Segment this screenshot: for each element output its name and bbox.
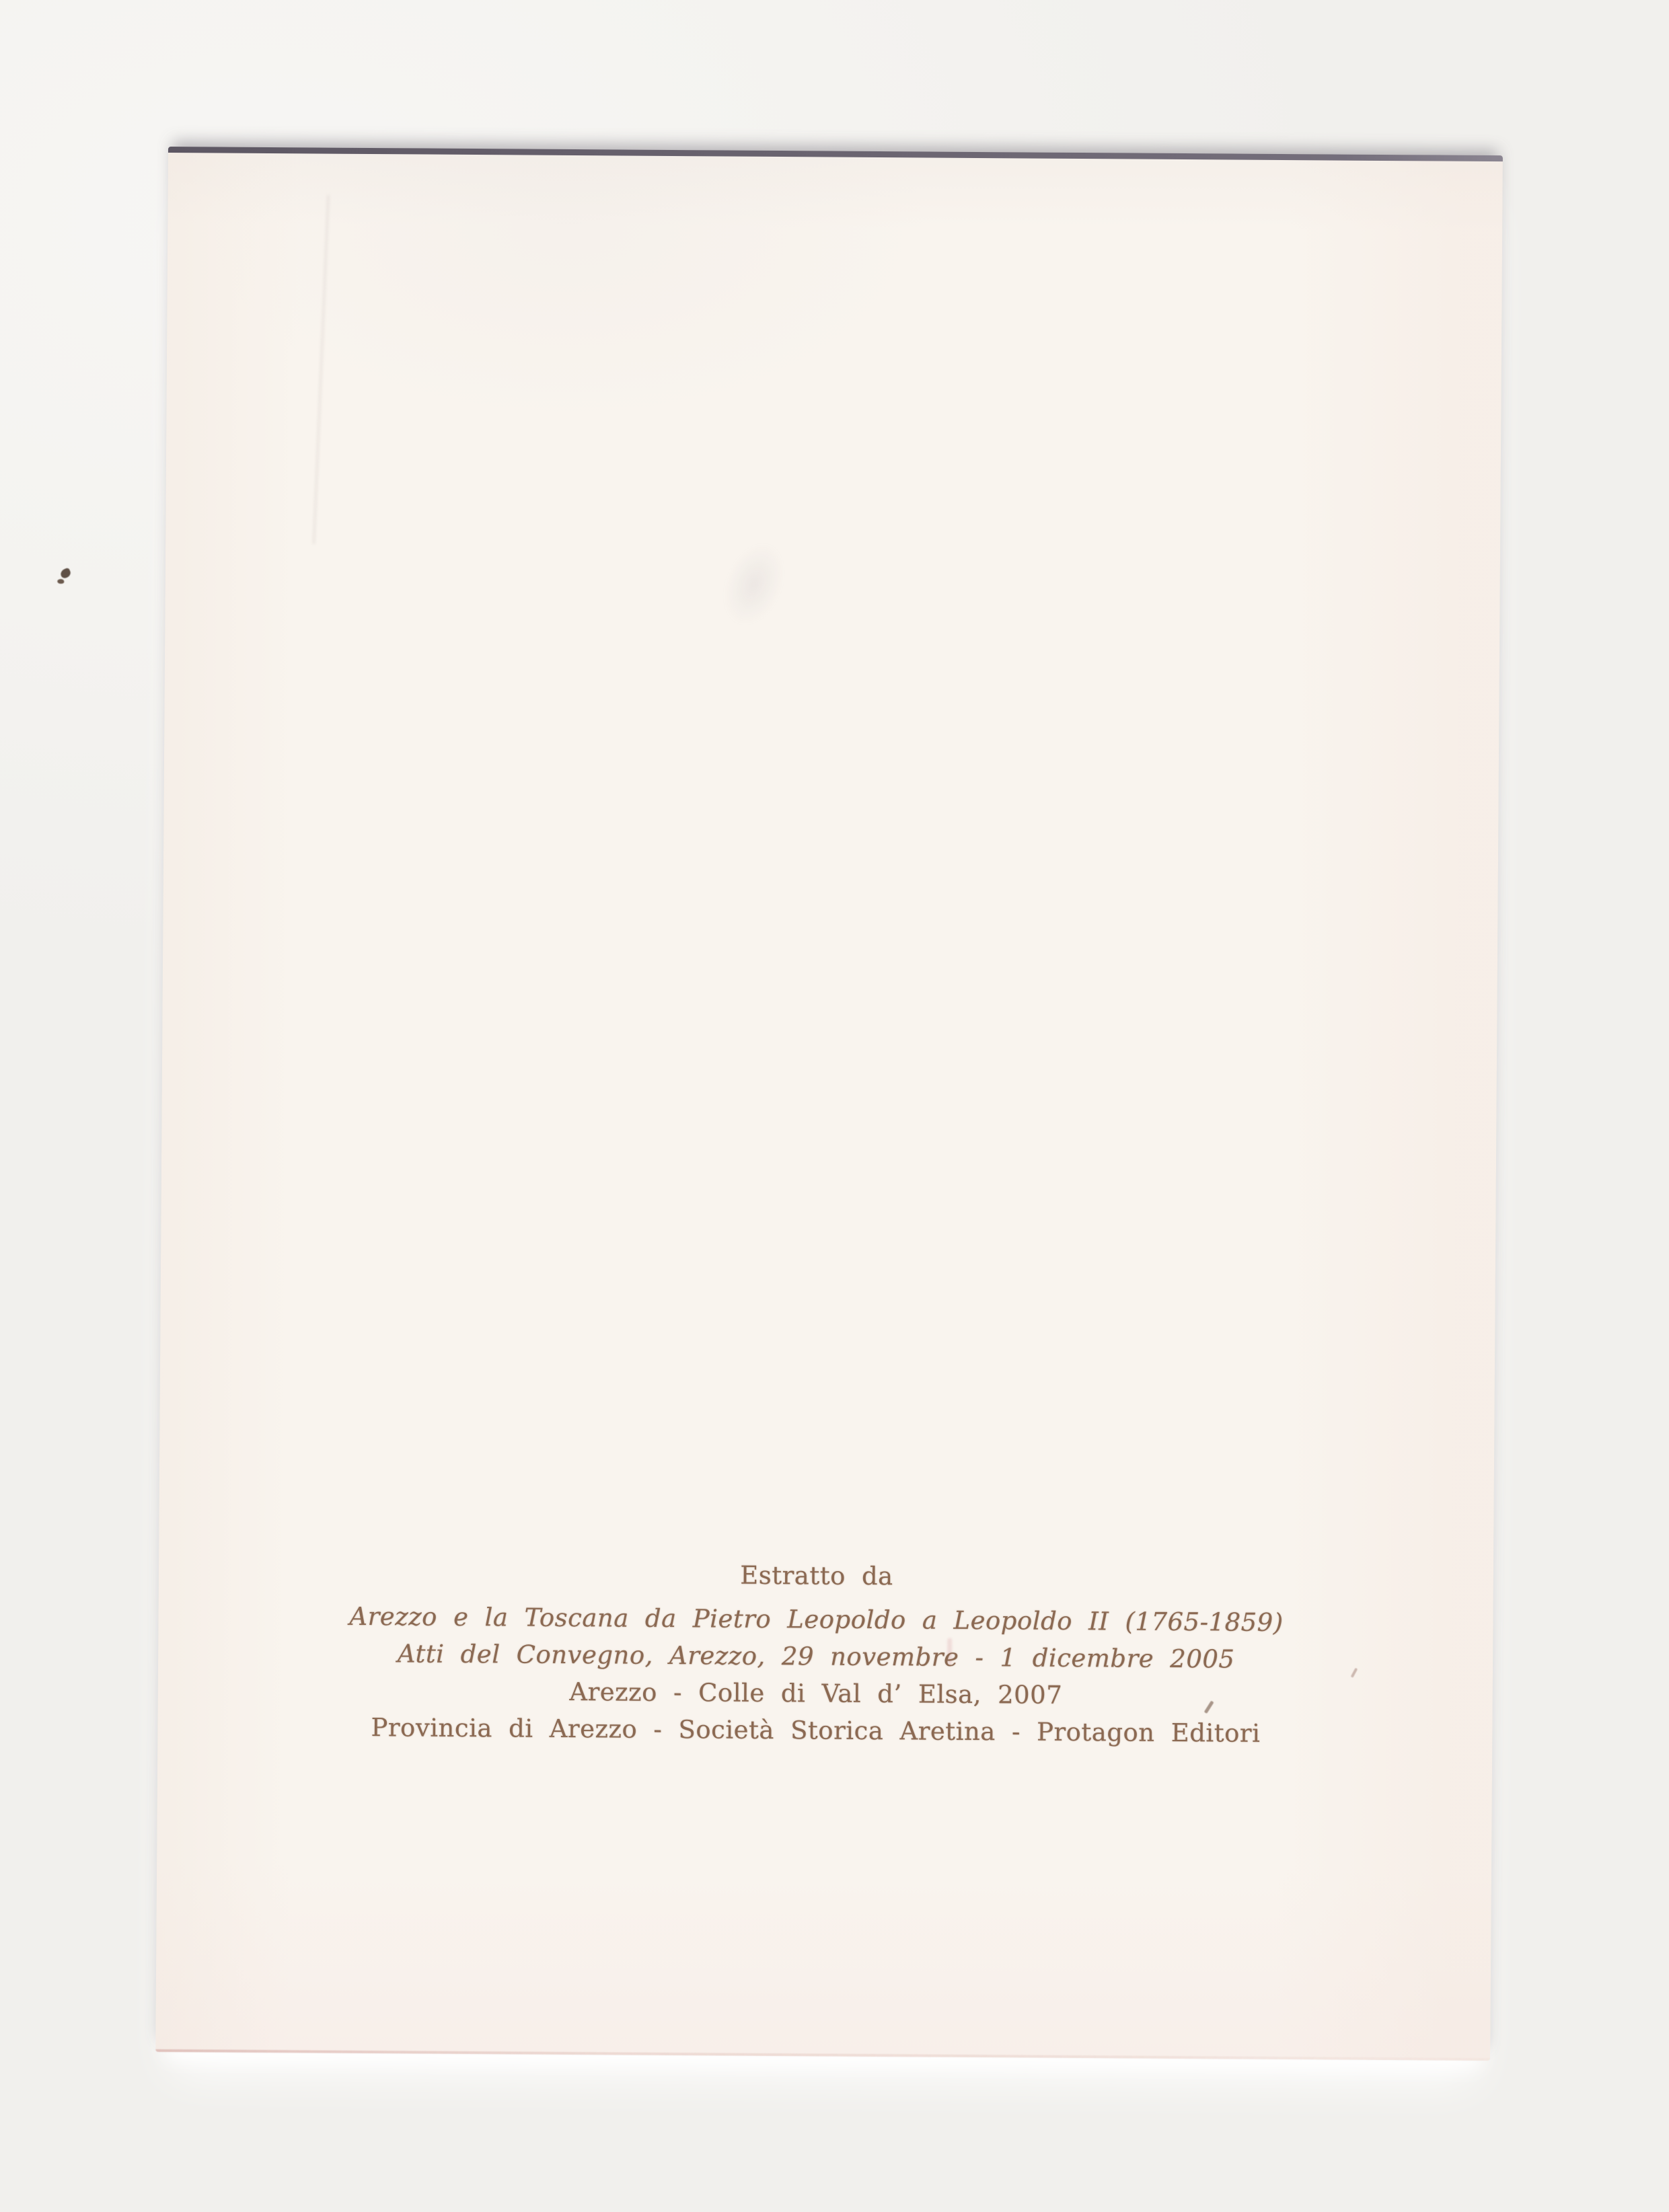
colophon-line-conference: Atti del Convegno, Arezzo, 29 novembre - 1 dicembre 2005 bbox=[397, 1639, 1235, 1674]
colophon-line-book-title: Arezzo e la Toscana da Pietro Leopoldo a Leopoldo II (1765-1859) bbox=[349, 1601, 1284, 1638]
colophon-text-block bbox=[157, 1553, 1493, 1753]
booklet-back-page bbox=[155, 147, 1503, 2061]
colophon-line-estratto-da: Estratto da bbox=[740, 1560, 893, 1591]
crease-mark bbox=[313, 195, 330, 545]
gray-smudge bbox=[698, 517, 809, 651]
colophon-line-publishers: Provincia di Arezzo - Società Storica Aretina - Protagon Editori bbox=[371, 1713, 1261, 1748]
colophon-line-place-year: Arezzo - Colle di Val d’ Elsa, 2007 bbox=[569, 1677, 1063, 1710]
